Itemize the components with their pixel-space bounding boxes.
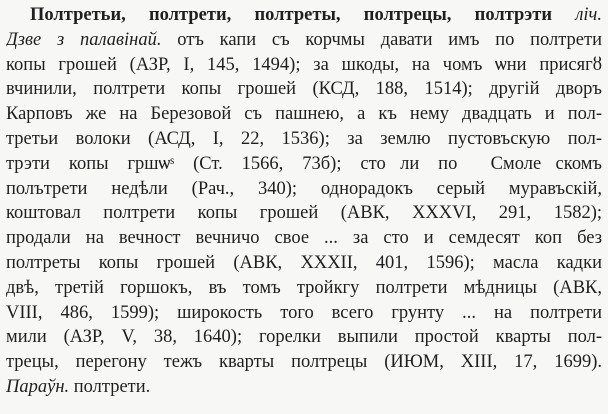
citation-line: полтреты копы грошей (АВК, XXXII, 401, 1596); масла кадки: [6, 252, 602, 273]
synonym-line: [6, 375, 602, 400]
entry-line-1: [6, 3, 602, 28]
citation-line: мили (АЗР, V, 38, 1640); горелки выпили простой кварты пол-: [6, 327, 602, 348]
citation-text: отъ капи съ корчмы давати имъ по полтрети: [161, 29, 602, 50]
gloss: Дзве з палавінай.: [6, 29, 162, 50]
citation-line: копы грошей (АЗР, I, 145, 1494); за шкоды, на чомъ ѡни присягȣ: [6, 54, 602, 75]
citation-line: трэти копы гршѡˢ (Ст. 1566, 73б); стоⷧли поⷣ Смолеⷩскомъ: [6, 153, 602, 174]
entry-line-2: [6, 28, 602, 53]
citation-line: коштовал полтрети копы грошей (АВК, XXXVI, 291, 1582);: [6, 203, 602, 224]
citation-line: вчинили, полтрети копы грошей (КСД, 188, 1514); другій дворъ: [6, 79, 602, 100]
synonym-text: полтрети.: [69, 376, 151, 397]
citation-line: VIII, 486, 1599); широкость того всего грунту ... на полтрети: [6, 302, 602, 323]
part-of-speech: ліч.: [575, 5, 602, 25]
dictionary-entry: [6, 3, 602, 400]
citation-line: продали на вечност вечничо свое ... за сто и семдесят коп без: [6, 228, 602, 249]
citation-line: двѣ, третій горшокъ, въ томъ тройкгу полтрети мѣдницы (АВК,: [6, 277, 602, 298]
citation-line: Карповъ же на Березовой съ пашнею, а къ нему двадцать и пол-: [6, 104, 602, 125]
headword: Полтретьи, полтрети, полтреты, полтрецы, полтрэти: [30, 5, 553, 25]
synonym-label: Параўн.: [6, 376, 70, 397]
citation-line: третьи волоки (АСД, I, 22, 1536); за землю пустовъскую пол-: [6, 128, 602, 149]
citation-line: трецы, перегону тежъ кварты полтрецы (ИЮМ, XIII, 17, 1699).: [6, 352, 602, 373]
citation-line: полътрети недѣли (Рач., 340); однорадокъ серый муравъскій,: [6, 178, 602, 199]
